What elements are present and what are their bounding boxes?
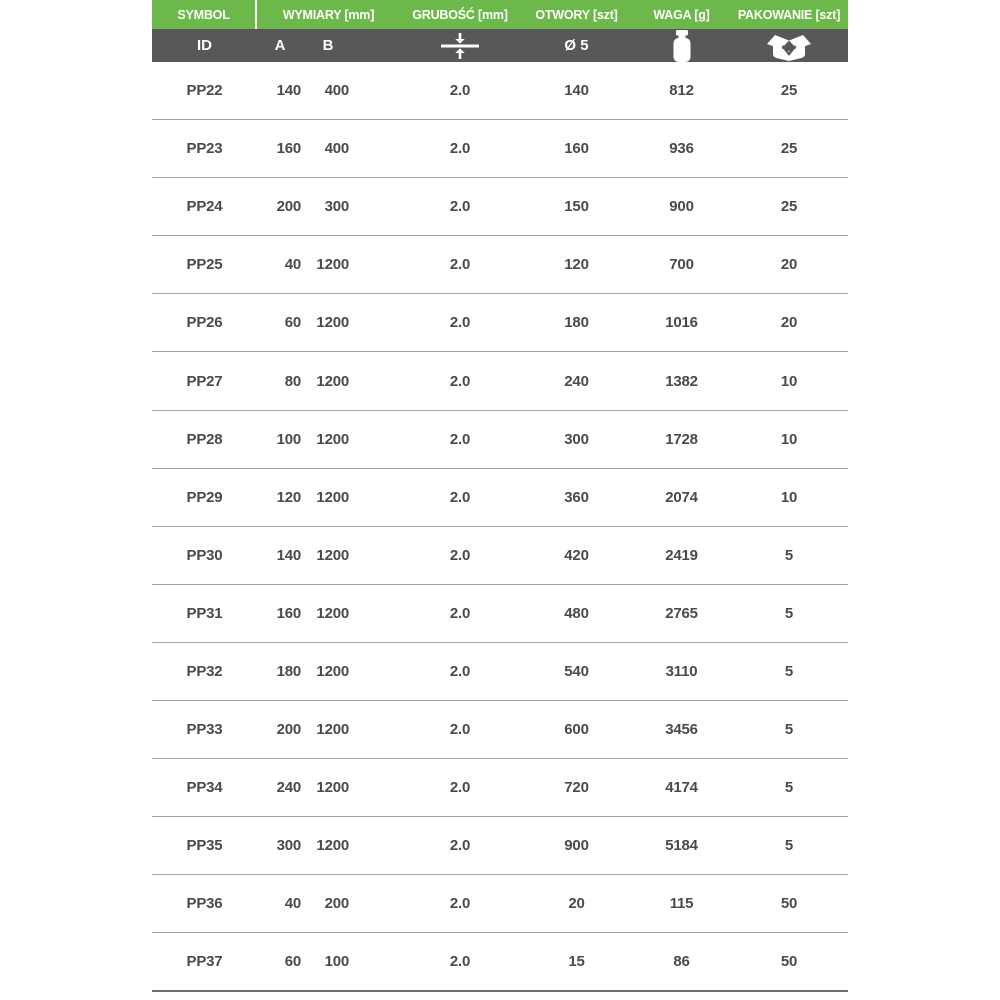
header-grubosc: GRUBOŚĆ [mm]: [412, 7, 508, 22]
header-otwory: OTWORY [szt]: [535, 7, 618, 22]
cell-symbol: PP27: [186, 372, 223, 390]
table-row: [152, 817, 848, 875]
cell-symbol: PP36: [186, 895, 223, 913]
cell-symbol: PP26: [186, 314, 223, 332]
table-row: [152, 62, 848, 120]
cell-symbol: PP35: [186, 837, 223, 855]
cell-waga: 900: [669, 198, 694, 216]
cell-symbol: PP25: [186, 256, 223, 274]
cell-grubosc: 2.0: [449, 604, 471, 622]
subheader-diameter: Ø 5: [564, 37, 589, 54]
cell-spacer: [353, 817, 400, 874]
cell-dim-b: 1200: [316, 546, 349, 564]
cell-symbol: PP32: [186, 662, 223, 680]
cell-pakowanie: 25: [780, 198, 798, 216]
cell-dim-b: 1200: [316, 662, 349, 680]
table-row: [152, 527, 848, 585]
table-row: [152, 411, 848, 469]
cell-waga: 700: [669, 256, 694, 274]
cell-symbol: PP23: [186, 140, 223, 158]
cell-waga: 2765: [665, 604, 698, 622]
cell-dim-b: 1200: [316, 837, 349, 855]
cell-pakowanie: 5: [784, 662, 794, 680]
cell-dim-a: 60: [284, 314, 301, 332]
cell-waga: 1382: [665, 372, 698, 390]
table-row: [152, 933, 848, 991]
cell-pakowanie: 25: [780, 82, 798, 100]
cell-dim-b: 400: [324, 140, 349, 158]
cell-pakowanie: 10: [780, 430, 798, 448]
cell-otwory: 240: [564, 372, 589, 390]
cell-waga: 4174: [665, 779, 698, 797]
cell-otwory: 720: [564, 779, 589, 797]
cell-dim-a: 160: [276, 140, 301, 158]
cell-grubosc: 2.0: [449, 837, 471, 855]
cell-grubosc: 2.0: [449, 662, 471, 680]
cell-dim-b: 1200: [316, 488, 349, 506]
cell-otwory: 180: [564, 314, 589, 332]
table-row: [152, 294, 848, 352]
cell-grubosc: 2.0: [449, 952, 471, 970]
cell-dim-a: 40: [284, 256, 301, 274]
cell-otwory: 360: [564, 488, 589, 506]
subheader-b: B: [322, 37, 334, 54]
cell-spacer: [353, 178, 400, 235]
cell-symbol: PP24: [186, 198, 223, 216]
table-row: [152, 120, 848, 178]
cell-waga: 86: [673, 952, 690, 970]
subheader-a: A: [274, 37, 286, 54]
header-waga: WAGA [g]: [653, 7, 710, 22]
cell-waga: 936: [669, 140, 694, 158]
cell-spacer: [353, 643, 400, 700]
cell-grubosc: 2.0: [449, 895, 471, 913]
cell-dim-a: 120: [276, 488, 301, 506]
table-row: [152, 469, 848, 527]
weight-icon: [633, 29, 730, 62]
cell-pakowanie: 50: [780, 895, 798, 913]
open-box-icon: [730, 29, 848, 62]
cell-symbol: PP28: [186, 430, 223, 448]
cell-grubosc: 2.0: [449, 372, 471, 390]
cell-grubosc: 2.0: [449, 546, 471, 564]
cell-grubosc: 2.0: [449, 488, 471, 506]
cell-dim-a: 200: [276, 198, 301, 216]
header-pakowanie: PAKOWANIE [szt]: [737, 7, 841, 22]
cell-dim-a: 40: [284, 895, 301, 913]
cell-spacer: [353, 294, 400, 351]
cell-dim-b: 1200: [316, 314, 349, 332]
cell-otwory: 20: [568, 895, 585, 913]
subheader-id: ID: [197, 37, 212, 54]
cell-waga: 1728: [665, 430, 698, 448]
cell-otwory: 420: [564, 546, 589, 564]
cell-symbol: PP34: [186, 779, 223, 797]
cell-dim-b: 1200: [316, 256, 349, 274]
cell-dim-b: 100: [324, 952, 349, 970]
table-row: [152, 236, 848, 294]
cell-otwory: 120: [564, 256, 589, 274]
cell-pakowanie: 5: [784, 779, 794, 797]
table-row: [152, 585, 848, 643]
table-body: [152, 62, 848, 992]
cell-pakowanie: 20: [780, 314, 798, 332]
cell-spacer: [353, 352, 400, 409]
cell-otwory: 900: [564, 837, 589, 855]
cell-waga: 3110: [665, 662, 698, 680]
cell-pakowanie: 10: [780, 488, 798, 506]
cell-waga: 5184: [665, 837, 698, 855]
cell-otwory: 140: [564, 82, 589, 100]
cell-symbol: PP22: [186, 82, 223, 100]
cell-dim-a: 180: [276, 662, 301, 680]
cell-spacer: [353, 585, 400, 642]
table-header-row: [152, 0, 848, 29]
cell-spacer: [353, 875, 400, 932]
table-row: [152, 875, 848, 933]
cell-dim-b: 300: [324, 198, 349, 216]
cell-otwory: 300: [564, 430, 589, 448]
header-wymiary: WYMIARY [mm]: [282, 7, 375, 22]
table-row: [152, 701, 848, 759]
cell-spacer: [353, 411, 400, 468]
cell-spacer: [353, 701, 400, 758]
cell-grubosc: 2.0: [449, 430, 471, 448]
cell-grubosc: 2.0: [449, 721, 471, 739]
table-subheader-row: [152, 29, 848, 62]
cell-spacer: [353, 236, 400, 293]
cell-pakowanie: 50: [780, 952, 798, 970]
cell-grubosc: 2.0: [449, 198, 471, 216]
cell-dim-b: 1200: [316, 372, 349, 390]
cell-pakowanie: 5: [784, 837, 794, 855]
cell-waga: 1016: [665, 314, 698, 332]
cell-dim-a: 160: [276, 604, 301, 622]
cell-dim-a: 60: [284, 952, 301, 970]
cell-grubosc: 2.0: [449, 140, 471, 158]
cell-grubosc: 2.0: [449, 314, 471, 332]
header-symbol: SYMBOL: [152, 0, 257, 29]
cell-dim-b: 400: [324, 82, 349, 100]
cell-waga: 115: [669, 895, 694, 913]
thickness-arrows-icon: [400, 29, 520, 62]
cell-otwory: 15: [568, 952, 585, 970]
cell-grubosc: 2.0: [449, 256, 471, 274]
cell-spacer: [353, 933, 400, 989]
cell-dim-a: 140: [276, 546, 301, 564]
cell-dim-b: 1200: [316, 604, 349, 622]
cell-pakowanie: 5: [784, 546, 794, 564]
cell-otwory: 540: [564, 662, 589, 680]
cell-dim-a: 240: [276, 779, 301, 797]
cell-pakowanie: 5: [784, 604, 794, 622]
cell-dim-a: 200: [276, 721, 301, 739]
table-row: [152, 178, 848, 236]
cell-symbol: PP31: [186, 604, 223, 622]
cell-waga: 2074: [665, 488, 698, 506]
table-row: [152, 759, 848, 817]
cell-dim-a: 300: [276, 837, 301, 855]
cell-dim-a: 100: [276, 430, 301, 448]
cell-dim-b: 1200: [316, 430, 349, 448]
table-row: [152, 352, 848, 410]
cell-otwory: 150: [564, 198, 589, 216]
cell-symbol: PP30: [186, 546, 223, 564]
cell-dim-a: 140: [276, 82, 301, 100]
cell-spacer: [353, 62, 400, 119]
cell-pakowanie: 10: [780, 372, 798, 390]
cell-waga: 2419: [665, 546, 698, 564]
cell-symbol: PP29: [186, 488, 223, 506]
cell-spacer: [353, 469, 400, 526]
cell-dim-b: 1200: [316, 779, 349, 797]
cell-waga: 3456: [665, 721, 698, 739]
cell-grubosc: 2.0: [449, 779, 471, 797]
cell-dim-b: 1200: [316, 721, 349, 739]
cell-spacer: [353, 759, 400, 816]
cell-spacer: [353, 120, 400, 177]
cell-otwory: 160: [564, 140, 589, 158]
cell-otwory: 600: [564, 721, 589, 739]
cell-dim-a: 80: [284, 372, 301, 390]
cell-grubosc: 2.0: [449, 82, 471, 100]
cell-pakowanie: 25: [780, 140, 798, 158]
spec-table: [152, 0, 848, 992]
cell-symbol: PP33: [186, 721, 223, 739]
cell-pakowanie: 5: [784, 721, 794, 739]
cell-waga: 812: [669, 82, 694, 100]
cell-otwory: 480: [564, 604, 589, 622]
table-row: [152, 643, 848, 701]
cell-dim-b: 200: [324, 895, 349, 913]
subheader-spacer: [353, 29, 400, 62]
cell-spacer: [353, 527, 400, 584]
cell-pakowanie: 20: [780, 256, 798, 274]
cell-symbol: PP37: [186, 952, 223, 970]
